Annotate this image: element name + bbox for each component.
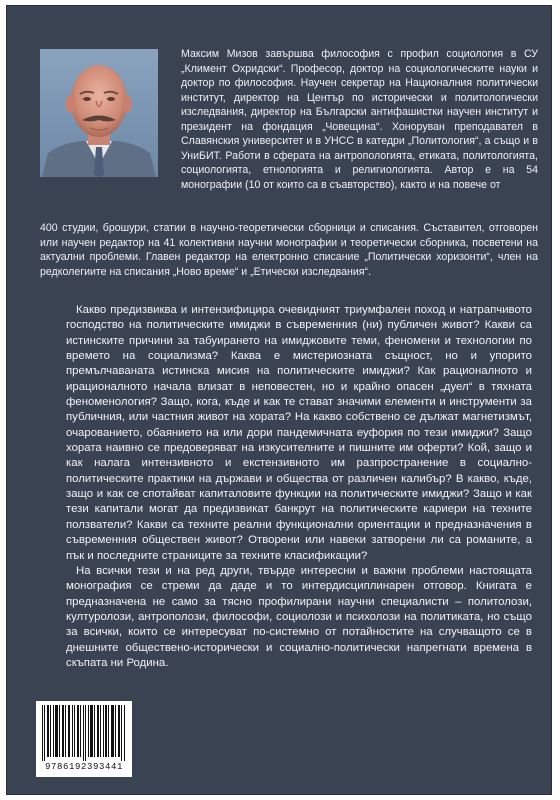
isbn-number: 9786192393441 <box>44 762 123 772</box>
author-portrait-image <box>40 49 158 177</box>
barcode-bars <box>42 705 126 761</box>
author-photo <box>40 49 158 177</box>
author-bio-continued: 400 студии, брошури, статии в научно-теоретически сборници и списания. Съставител, отговорен или научен редактор на 41 колективни научни монографии и теоретически сборника, посветени на актуални проблеми. Главен редактор на електронно списание „Политически хоризонти“, член на редколегиите на списания „Ново време“ и „Етически изследвания“. <box>40 222 538 278</box>
back-cover <box>6 5 552 795</box>
author-bio: Максим Мизов завършва философия с профил социология в СУ „Климент Охридски“. Професор, доктор на социологическите науки и доктор по философия. Научен секретар на Националния политически институт, директор на Център по исторически и политологически изследвания, директор на Български антифашистки научен институт и президент на фондация „Човещина“. Хоноруван преподавател в Славянския университет и в УНСС в катедри „Политология“, а също и в УниБИТ. Работи в сферата на антропологията, етиката, политологията, социологията, етнологията и религиологията. Автор е на 54 монографии (10 от които са в съавторство), както и на повече от <box>181 48 538 191</box>
book-description <box>66 303 532 671</box>
isbn-barcode <box>36 701 132 777</box>
description-paragraph: Какво предизвиква и интензифицира очевидният триумфален поход и натрапчивото господство на политическите имиджи в съвременния (ни) публичен живот? Какви са истинските причини за табуирането на имиджовите теми, феномени и технологии по времето на социализма? Каква е мистериозната същност, но и упорито премълчаваната истинска мисия на политическите имиджи? Как рационалното и ирационалното начала влизат в неповестен, но и крайно опасен „дуел“ в тяхната феноменология? Защо, кога, къде и как те стават значими елементи и инструменти за публичния, или частния живот на хората? На какво собствено се дължат магнетизмът, очарованието, обаянието на или дори пандемичната еуфория по тези имиджи? Защо хората наивно се предоверяват на изкусителните и пишните им оферти? Кой, защо и как налага интензивното и екстензивното им разпространение в социално-политическите практики на държави и общества от различен калибър? В какво, къде, защо и как се спотайват капиталовите функции на политическите имиджи? Защо и как тези капитали могат да предизвикат банкрут на политическите кариери на техните ползватели? Какви са техните реални функционални ориентации и предназначения в съвременния обществен живот? Отворени или навеки затворени ли са романите, а пък и последните страниците за техните класификации? <box>66 304 532 562</box>
description-paragraph: На всички тези и на ред други, твърде интересни и важни проблеми настоящата монография се стреми да даде и то интердисциплинарен отговор. Книгата е предназначена не само за тясно профилирани научни специалисти – политолози, културолози, антрополози, философи, социолози и психолози на политиката, но също за всички, които се интересуват по-системно от потайностите на случващото се в днешните обществено-исторически и социално-политически напрегнати времена в скъпата ни Родина. <box>66 564 532 669</box>
